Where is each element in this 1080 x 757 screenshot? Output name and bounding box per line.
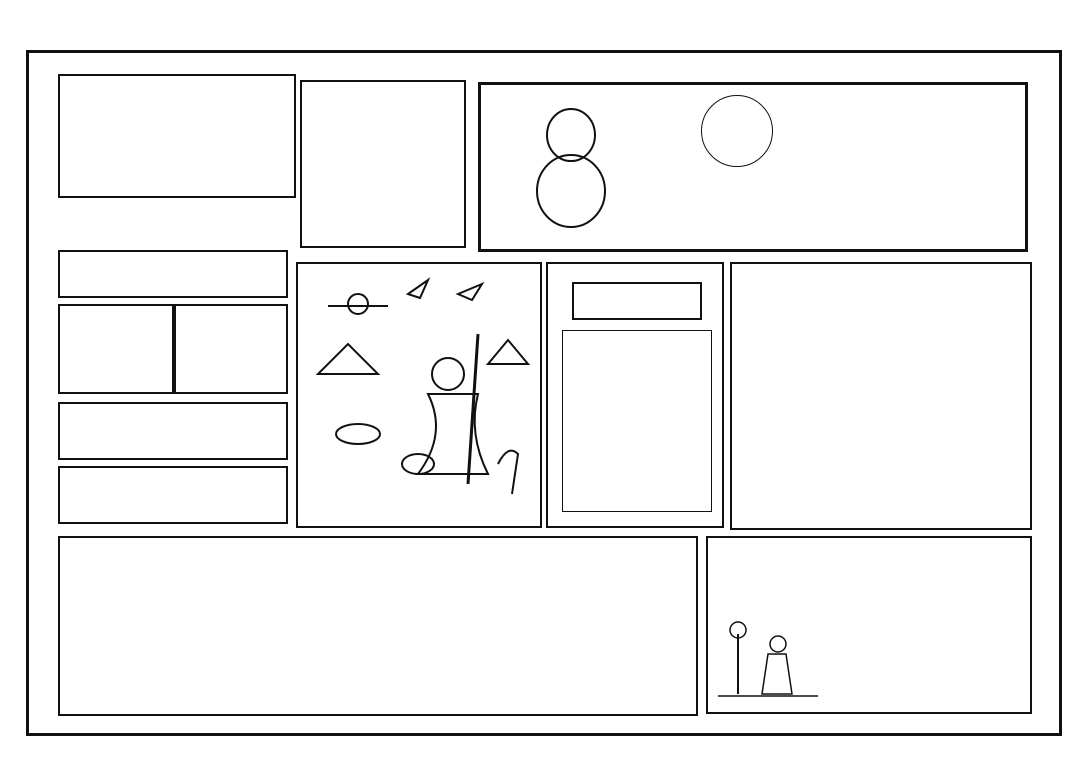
banner xyxy=(478,82,1028,252)
balls-row xyxy=(58,201,296,241)
riddle-box xyxy=(706,536,1032,714)
open-nums-box xyxy=(58,402,288,460)
history-box xyxy=(58,536,698,716)
riddle-illustration xyxy=(718,604,818,704)
watermark-bar-top xyxy=(30,56,1058,70)
hot-cold-table-box xyxy=(58,74,296,198)
illustration xyxy=(296,262,542,528)
gourd-icon xyxy=(531,95,611,235)
open-special-box xyxy=(58,466,288,524)
treasure-title xyxy=(572,282,702,320)
fortune-box xyxy=(300,80,466,248)
open-title-box xyxy=(58,250,288,298)
watermark-bar-right xyxy=(1040,72,1054,722)
seal-icon xyxy=(701,95,773,167)
open-b-box xyxy=(174,304,288,394)
sage-illustration xyxy=(298,264,540,526)
treasure-scroll xyxy=(562,330,712,512)
open-a-box xyxy=(58,304,174,394)
history-grid xyxy=(244,538,696,714)
footer-notice xyxy=(26,736,1062,756)
watermark-bar-left xyxy=(31,70,45,530)
analysis-box xyxy=(730,262,1032,530)
treasure-map-box xyxy=(546,262,724,528)
